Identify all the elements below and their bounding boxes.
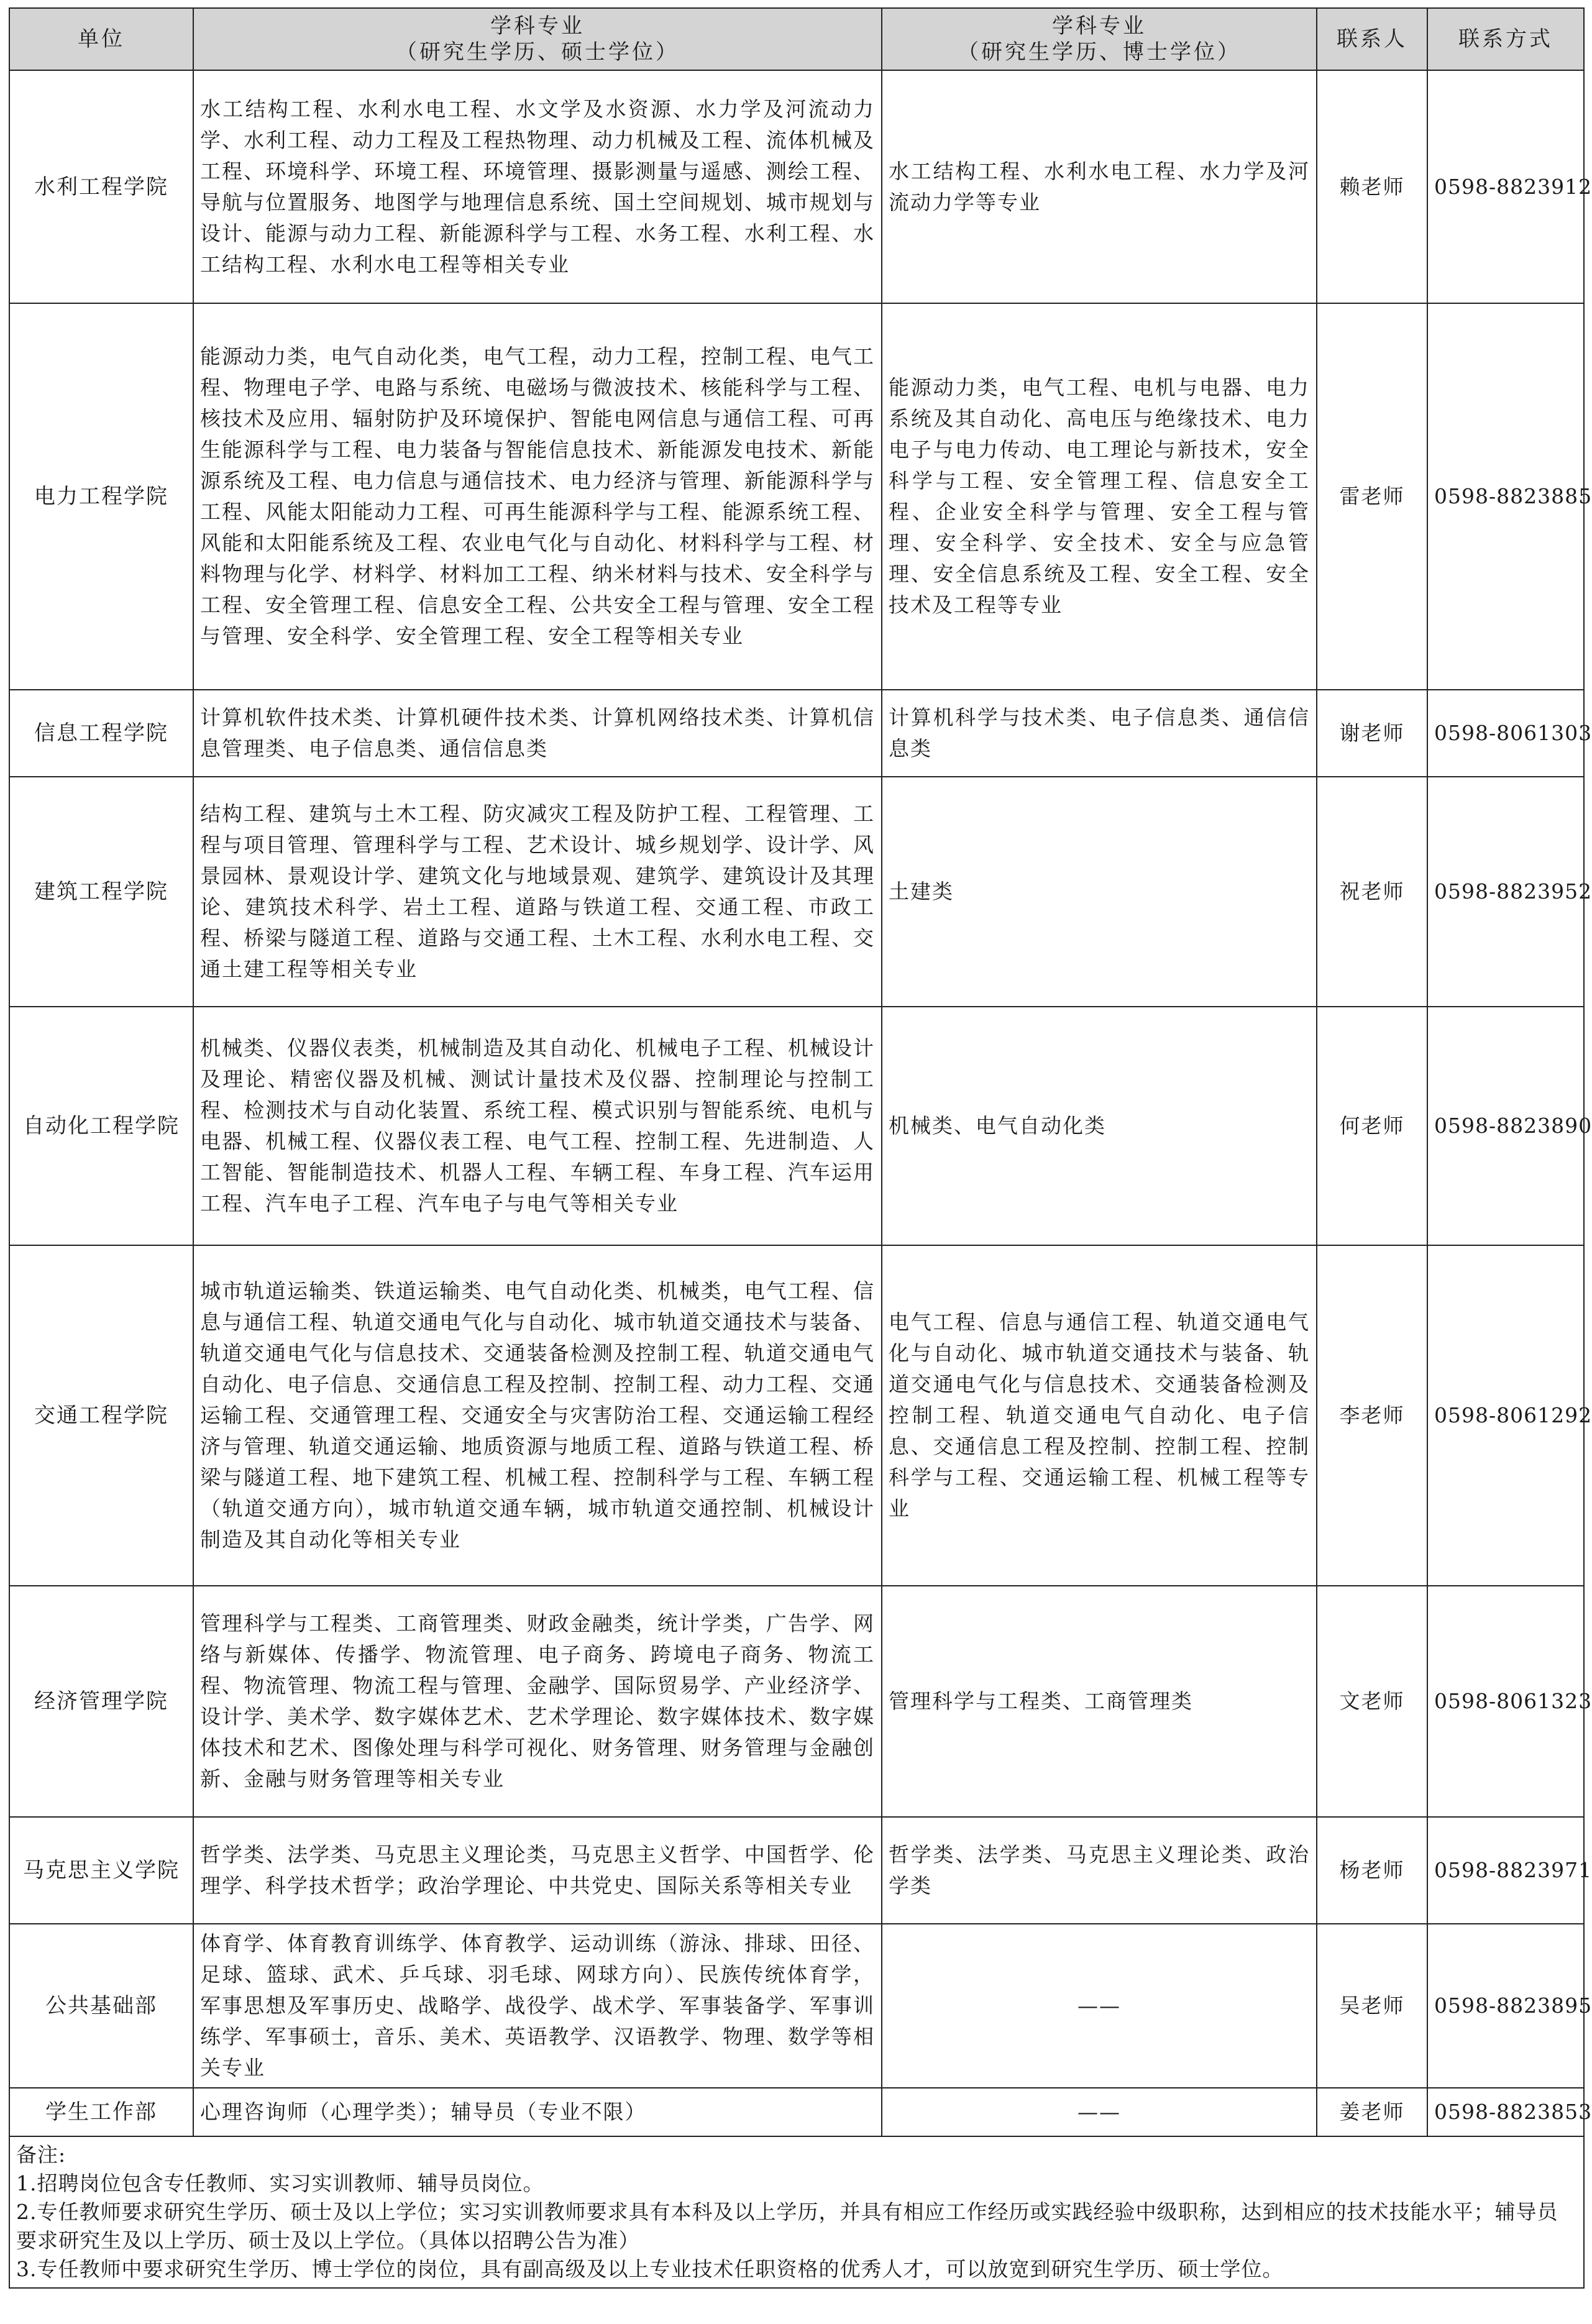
doctor-cell: 哲学类、法学类、马克思主义理论类、政治学类 [882, 1817, 1317, 1924]
contact-cell: 李老师 [1317, 1245, 1427, 1586]
table-row [9, 777, 1584, 1007]
header-master-sub: （研究生学历、硕士学位） [396, 40, 679, 65]
phone-cell: 0598-8061292 [1427, 1245, 1584, 1586]
notes-cell [9, 2136, 1584, 2288]
master-cell: 结构工程、建筑与土木工程、防灾减灾工程及防护工程、工程管理、工程与项目管理、管理科学与工程、艺术设计、城乡规划学、设计学、风景园林、景观设计学、建筑文化与地域景观、建筑学、建筑设计及其理论、建筑技术科学、岩土工程、道路与铁道工程、交通工程、市政工程、桥梁与隧道工程、道路与交通工程、土木工程、水利水电工程、交通土建工程等相关专业 [193, 777, 882, 1007]
unit-cell: 建筑工程学院 [9, 777, 193, 1007]
contact-cell: 文老师 [1317, 1586, 1427, 1817]
header-master-title: 学科专业 [490, 14, 585, 39]
unit-cell: 交通工程学院 [9, 1245, 193, 1586]
unit-cell: 自动化工程学院 [9, 1007, 193, 1245]
doctor-cell: —— [882, 2088, 1317, 2136]
unit-cell: 学生工作部 [9, 2088, 193, 2136]
header-doctor-title: 学科专业 [1052, 14, 1146, 39]
recruitment-sheet [9, 7, 1592, 2289]
contact-cell: 谢老师 [1317, 690, 1427, 777]
unit-cell: 公共基础部 [9, 1924, 193, 2088]
header-doctor [882, 8, 1317, 70]
note-item-1: 1.招聘岗位包含专任教师、实习实训教师、辅导员岗位。 [16, 2171, 544, 2195]
phone-cell: 0598-8823971 [1427, 1817, 1584, 1924]
doctor-cell: 电气工程、信息与通信工程、轨道交通电气化与自动化、城市轨道交通技术与装备、轨道交通电气化与信息技术、交通装备检测及控制工程、轨道交通电气自动化、电子信息、交通信息工程及控制、控制工程、控制科学与工程、交通运输工程、机械工程等专业 [882, 1245, 1317, 1586]
table-row [9, 1817, 1584, 1924]
phone-cell: 0598-8061303 [1427, 690, 1584, 777]
master-cell: 哲学类、法学类、马克思主义理论类，马克思主义哲学、中国哲学、伦理学、科学技术哲学；政治学理论、中共党史、国际关系等相关专业 [193, 1817, 882, 1924]
table-row [9, 1924, 1584, 2088]
note-item-3: 3.专任教师中要求研究生学历、博士学位的岗位，具有副高级及以上专业技术任职资格的优秀人才，可以放宽到研究生学历、硕士学位。 [16, 2257, 1284, 2281]
doctor-cell: 机械类、电气自动化类 [882, 1007, 1317, 1245]
table-row [9, 690, 1584, 777]
doctor-cell: 计算机科学与技术类、电子信息类、通信信息类 [882, 690, 1317, 777]
master-cell: 能源动力类，电气自动化类，电气工程，动力工程，控制工程、电气工程、物理电子学、电路与系统、电磁场与微波技术、核能科学与工程、核技术及应用、辐射防护及环境保护、智能电网信息与通信工程、可再生能源科学与工程、电力装备与智能信息技术、新能源发电技术、新能源系统及工程、电力信息与通信技术、电力经济与管理、新能源科学与工程、风能太阳能动力工程、可再生能源科学与工程、能源系统工程、风能和太阳能系统及工程、农业电气化与自动化、材料科学与工程、材料物理与化学、材料学、材料加工工程、纳米材料与技术、安全科学与工程、安全管理工程、信息安全工程、公共安全工程与管理、安全工程与管理、安全科学、安全管理工程、安全工程等相关专业 [193, 303, 882, 690]
master-cell: 机械类、仪器仪表类，机械制造及其自动化、机械电子工程、机械设计及理论、精密仪器及机械、测试计量技术及仪器、控制理论与控制工程、检测技术与自动化装置、系统工程、模式识别与智能系统、电机与电器、机械工程、仪器仪表工程、电气工程、控制工程、先进制造、人工智能、智能制造技术、机器人工程、车辆工程、车身工程、汽车运用工程、汽车电子工程、汽车电子与电气等相关专业 [193, 1007, 882, 1245]
phone-cell: 0598-8823890 [1427, 1007, 1584, 1245]
phone-cell: 0598-8823912 [1427, 70, 1584, 303]
master-cell: 心理咨询师（心理学类）；辅导员（专业不限） [193, 2088, 882, 2136]
unit-cell: 电力工程学院 [9, 303, 193, 690]
table-row [9, 1245, 1584, 1586]
note-item-2: 2.专任教师要求研究生学历、硕士及以上学位；实习实训教师要求具有本科及以上学历，并具有相应工作经历或实践经验中级职称，达到相应的技术技能水平；辅导员要求研究生及以上学历、硕士及以上学位。（具体以招聘公告为准） [16, 2200, 1558, 2253]
doctor-cell: 管理科学与工程类、工商管理类 [882, 1586, 1317, 1817]
contact-cell: 赖老师 [1317, 70, 1427, 303]
phone-cell: 0598-8061323 [1427, 1586, 1584, 1817]
phone-cell: 0598-8823952 [1427, 777, 1584, 1007]
unit-cell: 马克思主义学院 [9, 1817, 193, 1924]
doctor-cell: 土建类 [882, 777, 1317, 1007]
master-cell: 管理科学与工程类、工商管理类、财政金融类，统计学类，广告学、网络与新媒体、传播学、物流管理、电子商务、跨境电子商务、物流工程、物流管理、物流工程与管理、金融学、国际贸易学、产业经济学、设计学、美术学、数字媒体艺术、艺术学理论、数字媒体技术、数字媒体技术和艺术、图像处理与科学可视化、财务管理、财务管理与金融创新、金融与财务管理等相关专业 [193, 1586, 882, 1817]
doctor-cell: —— [882, 1924, 1317, 2088]
table-header-row [9, 8, 1584, 70]
master-cell: 城市轨道运输类、铁道运输类、电气自动化类、机械类，电气工程、信息与通信工程、轨道交通电气化与自动化、城市轨道交通技术与装备、轨道交通电气化与信息技术、交通装备检测及控制工程、轨道交通电气自动化、电子信息、交通信息工程及控制、控制工程、动力工程、交通运输工程、交通管理工程、交通安全与灾害防治工程、交通运输工程经济与管理、轨道交通运输、地质资源与地质工程、道路与铁道工程、桥梁与隧道工程、地下建筑工程、机械工程、控制科学与工程、车辆工程（轨道交通方向），城市轨道交通车辆，城市轨道交通控制、机械设计制造及其自动化等相关专业 [193, 1245, 882, 1586]
header-master [193, 8, 882, 70]
recruitment-table [9, 7, 1592, 2289]
table-row [9, 1586, 1584, 1817]
header-contact: 联系人 [1317, 8, 1427, 70]
phone-cell: 0598-8823885 [1427, 303, 1584, 690]
contact-cell: 姜老师 [1317, 2088, 1427, 2136]
header-doctor-sub: （研究生学历、博士学位） [958, 40, 1241, 65]
unit-cell: 经济管理学院 [9, 1586, 193, 1817]
notes-row [9, 2136, 1584, 2288]
unit-cell: 信息工程学院 [9, 690, 193, 777]
doctor-cell: 水工结构工程、水利水电工程、水力学及河流动力学等专业 [882, 70, 1317, 303]
master-cell: 水工结构工程、水利水电工程、水文学及水资源、水力学及河流动力学、水利工程、动力工程及工程热物理、动力机械及工程、流体机械及工程、环境科学、环境工程、环境管理、摄影测量与遥感、测绘工程、导航与位置服务、地图学与地理信息系统、国土空间规划、城市规划与设计、能源与动力工程、新能源科学与工程、水务工程、水利工程、水工结构工程、水利水电工程等相关专业 [193, 70, 882, 303]
contact-cell: 何老师 [1317, 1007, 1427, 1245]
contact-cell: 杨老师 [1317, 1817, 1427, 1924]
contact-cell: 雷老师 [1317, 303, 1427, 690]
unit-cell: 水利工程学院 [9, 70, 193, 303]
table-row [9, 1007, 1584, 1245]
phone-cell: 0598-8823853 [1427, 2088, 1584, 2136]
contact-cell: 吴老师 [1317, 1924, 1427, 2088]
header-unit: 单位 [9, 8, 193, 70]
table-row [9, 70, 1584, 303]
table-row [9, 303, 1584, 690]
master-cell: 体育学、体育教育训练学、体育教学、运动训练（游泳、排球、田径、足球、篮球、武术、乒乓球、羽毛球、网球方向）、民族传统体育学，军事思想及军事历史、战略学、战役学、战术学、军事装备学、军事训练学、军事硕士，音乐、美术、英语教学、汉语教学、物理、数学等相关专业 [193, 1924, 882, 2088]
notes-title: 备注: [16, 2143, 66, 2167]
header-phone: 联系方式 [1427, 8, 1584, 70]
contact-cell: 祝老师 [1317, 777, 1427, 1007]
phone-cell: 0598-8823895 [1427, 1924, 1584, 2088]
master-cell: 计算机软件技术类、计算机硬件技术类、计算机网络技术类、计算机信息管理类、电子信息类、通信信息类 [193, 690, 882, 777]
table-row [9, 2088, 1584, 2136]
doctor-cell: 能源动力类，电气工程、电机与电器、电力系统及其自动化、高电压与绝缘技术、电力电子与电力传动、电工理论与新技术，安全科学与工程、安全管理工程、信息安全工程、企业安全科学与管理、安全工程与管理、安全科学、安全技术、安全与应急管理、安全信息系统及工程、安全工程、安全技术及工程等专业 [882, 303, 1317, 690]
